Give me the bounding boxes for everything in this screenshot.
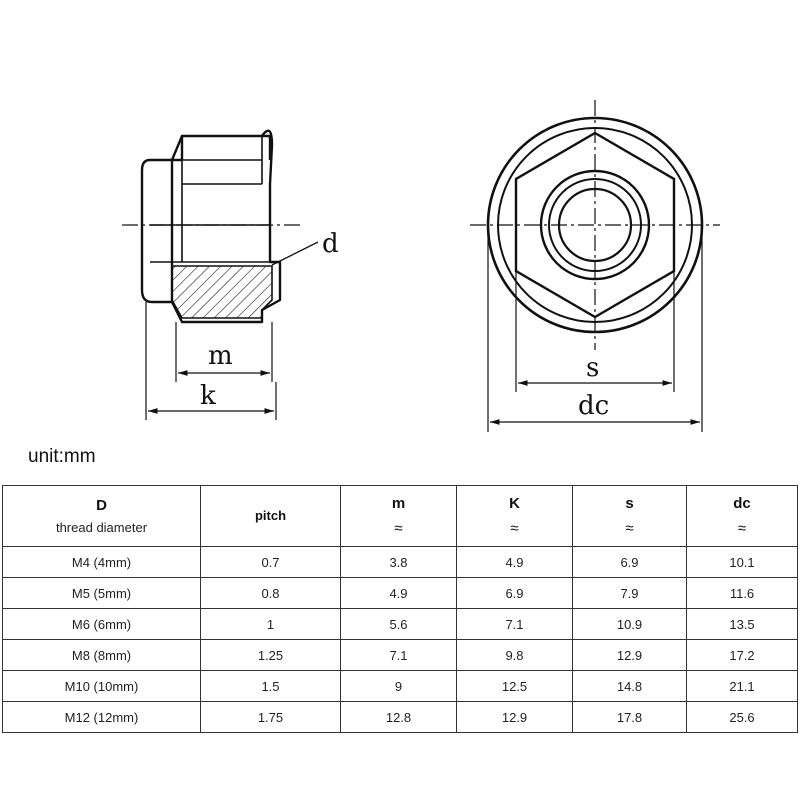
table-cell: 1.5 [201,671,341,702]
table-cell: 12.5 [457,671,573,702]
table-row [3,547,798,578]
table-cell: 3.8 [341,547,457,578]
table-cell: 1.75 [201,702,341,733]
table-cell: M10 (10mm) [3,671,201,702]
table-cell: 21.1 [687,671,798,702]
header-k: K ≈ [457,486,573,547]
front-centerlines [470,100,720,350]
table-row [3,609,798,640]
header-d: D thread diameter [3,486,201,547]
d-leader-line [272,242,318,265]
table-cell: 17.2 [687,640,798,671]
hatched-section [172,266,272,318]
table-cell: 7.1 [341,640,457,671]
table-cell: M4 (4mm) [3,547,201,578]
table-cell: 7.1 [457,609,573,640]
table-row [3,671,798,702]
header-dc: dc ≈ [687,486,798,547]
table-cell: 1.25 [201,640,341,671]
table-cell: 13.5 [687,609,798,640]
table-cell: 0.7 [201,547,341,578]
s-label: s [586,353,600,383]
table-cell: 12.8 [341,702,457,733]
table-cell: M5 (5mm) [3,578,201,609]
table-header-row [3,486,798,547]
table-cell: 25.6 [687,702,798,733]
header-s: s ≈ [573,486,687,547]
table-cell: 4.9 [457,547,573,578]
table-cell: 11.6 [687,578,798,609]
table-row [3,578,798,609]
table-cell: M8 (8mm) [3,640,201,671]
dc-label: dc [578,391,610,421]
table-cell: 5.6 [341,609,457,640]
table-cell: 9 [341,671,457,702]
table-cell: 4.9 [341,578,457,609]
table-cell: 6.9 [457,578,573,609]
unit-label: unit:mm [28,446,96,467]
table-cell: M6 (6mm) [3,609,201,640]
table-cell: 14.8 [573,671,687,702]
table-cell: 0.8 [201,578,341,609]
table-cell: 7.9 [573,578,687,609]
d-label: d [322,229,339,259]
table-cell: 9.8 [457,640,573,671]
table-cell: 12.9 [457,702,573,733]
spec-table [2,485,798,733]
table-row [3,702,798,733]
table-cell: 10.1 [687,547,798,578]
header-m: m ≈ [341,486,457,547]
table-cell: M12 (12mm) [3,702,201,733]
table-row [3,640,798,671]
table-cell: 10.9 [573,609,687,640]
k-label: k [200,381,216,411]
m-label: m [208,341,233,371]
table-cell: 6.9 [573,547,687,578]
table-cell: 12.9 [573,640,687,671]
table-cell: 1 [201,609,341,640]
table-cell: 17.8 [573,702,687,733]
header-pitch: pitch [201,486,341,547]
